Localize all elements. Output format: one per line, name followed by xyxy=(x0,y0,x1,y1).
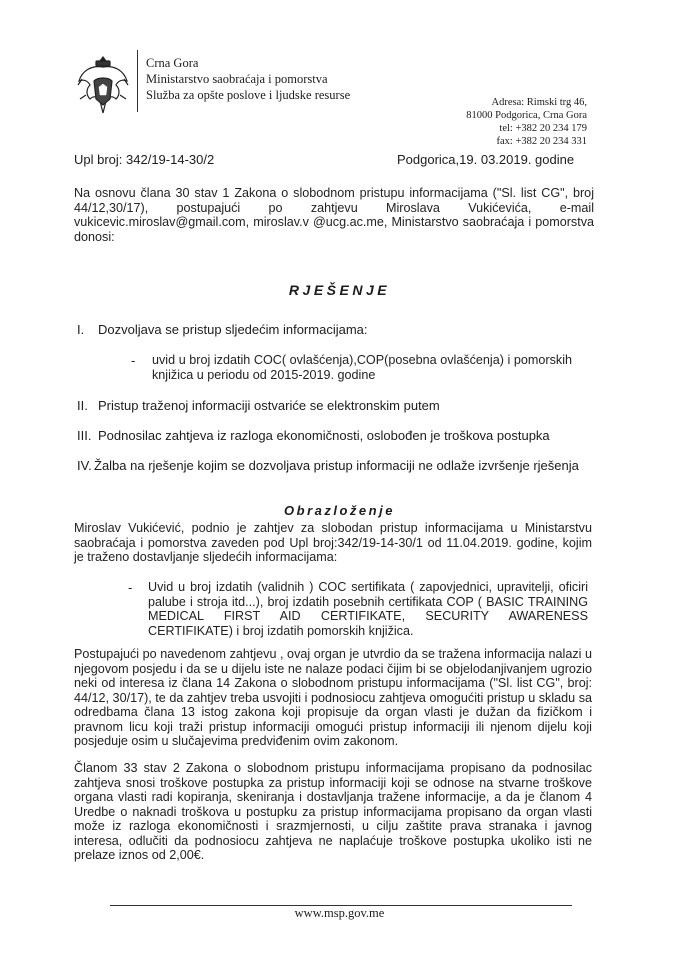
decision-number-3: III. xyxy=(77,428,92,443)
coat-of-arms-icon xyxy=(76,55,130,117)
contact-phone: tel: +382 20 234 179 xyxy=(499,123,587,134)
institution-country: Crna Gora xyxy=(146,56,199,70)
explanation-requested-items: Uvid u broj izdatih (validnih ) COC sertifikata ( zapovjednici, upravitelji, oficiri palube i stroja itd...), broj izdatih posebnih certifikata COP ( BASIC TRAINING MEDICAL FIRST AID CERTIFIKATE, SECURITY AWARENESS CERTIFIKATE) i broj izdatih pomorskih knjižica. xyxy=(148,580,588,638)
decision-1-subitem: uvid u broj izdatih COC( ovlašćenja),COP(posebna ovlašćenja) i pomorskih knjižica u periodu od 2015-2019. godine xyxy=(152,353,572,382)
contact-block xyxy=(466,96,587,148)
contact-address: Adresa: Rimski trg 46, xyxy=(491,97,587,108)
decision-text-4: Žalba na rješenje kojim se dozvoljava pristup informaciji ne odlaže izvršenje rješenja xyxy=(94,458,579,473)
institution-ministry: Ministarstvo saobraćaja i pomorstva xyxy=(146,72,328,86)
explanation-paragraph-1: Miroslav Vukićević, podnio je zahtjev za slobodan pristup informacijama u Ministarstvu saobraćaja i pomorstva zaveden pod Upl broj:342/19-14-30/1 od 11.04.2019. godine, kojim je traženo dostavljanje sljedećih informacijama: xyxy=(74,521,592,564)
header-divider xyxy=(137,50,138,112)
document-date: Podgorica,19. 03.2019. godine xyxy=(397,152,575,167)
decision-text-1: Dozvoljava se pristup sljedećim informacijama: xyxy=(98,322,368,337)
decision-text-3: Podnosilac zahtjeva iz razloga ekonomičnosti, oslobođen je troškova postupka xyxy=(98,428,550,443)
decision-number-4: IV. xyxy=(77,458,92,473)
explanation-bullet: - xyxy=(128,580,133,595)
decision-1-bullet: - xyxy=(131,353,136,368)
explanation-paragraph-2: Postupajući po navedenom zahtjevu , ovaj organ je utvrdio da se tražena informacija nalazi u njegovom posjedu i da se u dijelu iste ne nalaze podaci čijim bi se objelodanjivanjem ugrozio neki od interesa iz člana 14 Zakona o slobodnom pristupu informacijama ("Sl. list CG", broj: 44/12, 30/17), te da zahtjev treba usvojiti i podnosiocu zahtjeva omogućiti pristup u skladu sa odredbama člana 13 istog zakona koji propisuje da organ vlasti je dužan da fizičkom i pravnom licu koji traži pristup informaciji omogući pristup informaciji ili njenom dijelu koji posjeduje osim u slučajevima predviđenim ovim zakonom. xyxy=(74,647,592,748)
document-title: RJEŠENJE xyxy=(288,282,391,298)
contact-city: 81000 Podgorica, Crna Gora xyxy=(466,110,587,121)
footer-website: www.msp.gov.me xyxy=(294,906,385,920)
explanation-paragraph-3: Članom 33 stav 2 Zakona o slobodnom pristupu informacijama propisano da podnosilac zahtjeva snosi troškove postupka za pristup informaciji koji se odnose na stvarne troškove organa vlasti radi kopiranja, skeniranja i dostavljanja tražene informacije, a da je članom 4 Uredbe o naknadi troškova u postupku za pristup informacijama propisano da organ vlasti može iz razloga ekonomičnosti i srazmjernosti, u cilju zaštite prava stranaka i javnog interesa, odlučiti da podnosiocu zahtjeva ne naplaćuje troškove postupka ukoliko isti ne prelaze iznos od 2,00€. xyxy=(74,761,592,862)
reference-number: Upl broj: 342/19-14-30/2 xyxy=(74,152,215,167)
intro-paragraph: Na osnovu člana 30 stav 1 Zakona o slobodnom pristupu informacijama ("Sl. list CG", broj 44/12,30/17), postupajući po zahtjevu Miroslava Vukićevića, e-mail vukicevic.miroslav@gmail.com, miroslav.v @ucg.ac.me, Ministarstvo saobraćaja i pomorstva donosi: xyxy=(74,186,594,244)
institution-department: Služba za opšte poslove i ljudske resurse xyxy=(146,88,351,102)
decision-text-2: Pristup traženoj informaciji ostvariće se elektronskim putem xyxy=(98,398,440,413)
decision-number-2: II. xyxy=(77,398,88,413)
contact-fax: fax: +382 20 234 331 xyxy=(496,136,587,147)
explanation-title: Obrazloženje xyxy=(284,503,395,518)
decision-number-1: I. xyxy=(77,322,85,337)
